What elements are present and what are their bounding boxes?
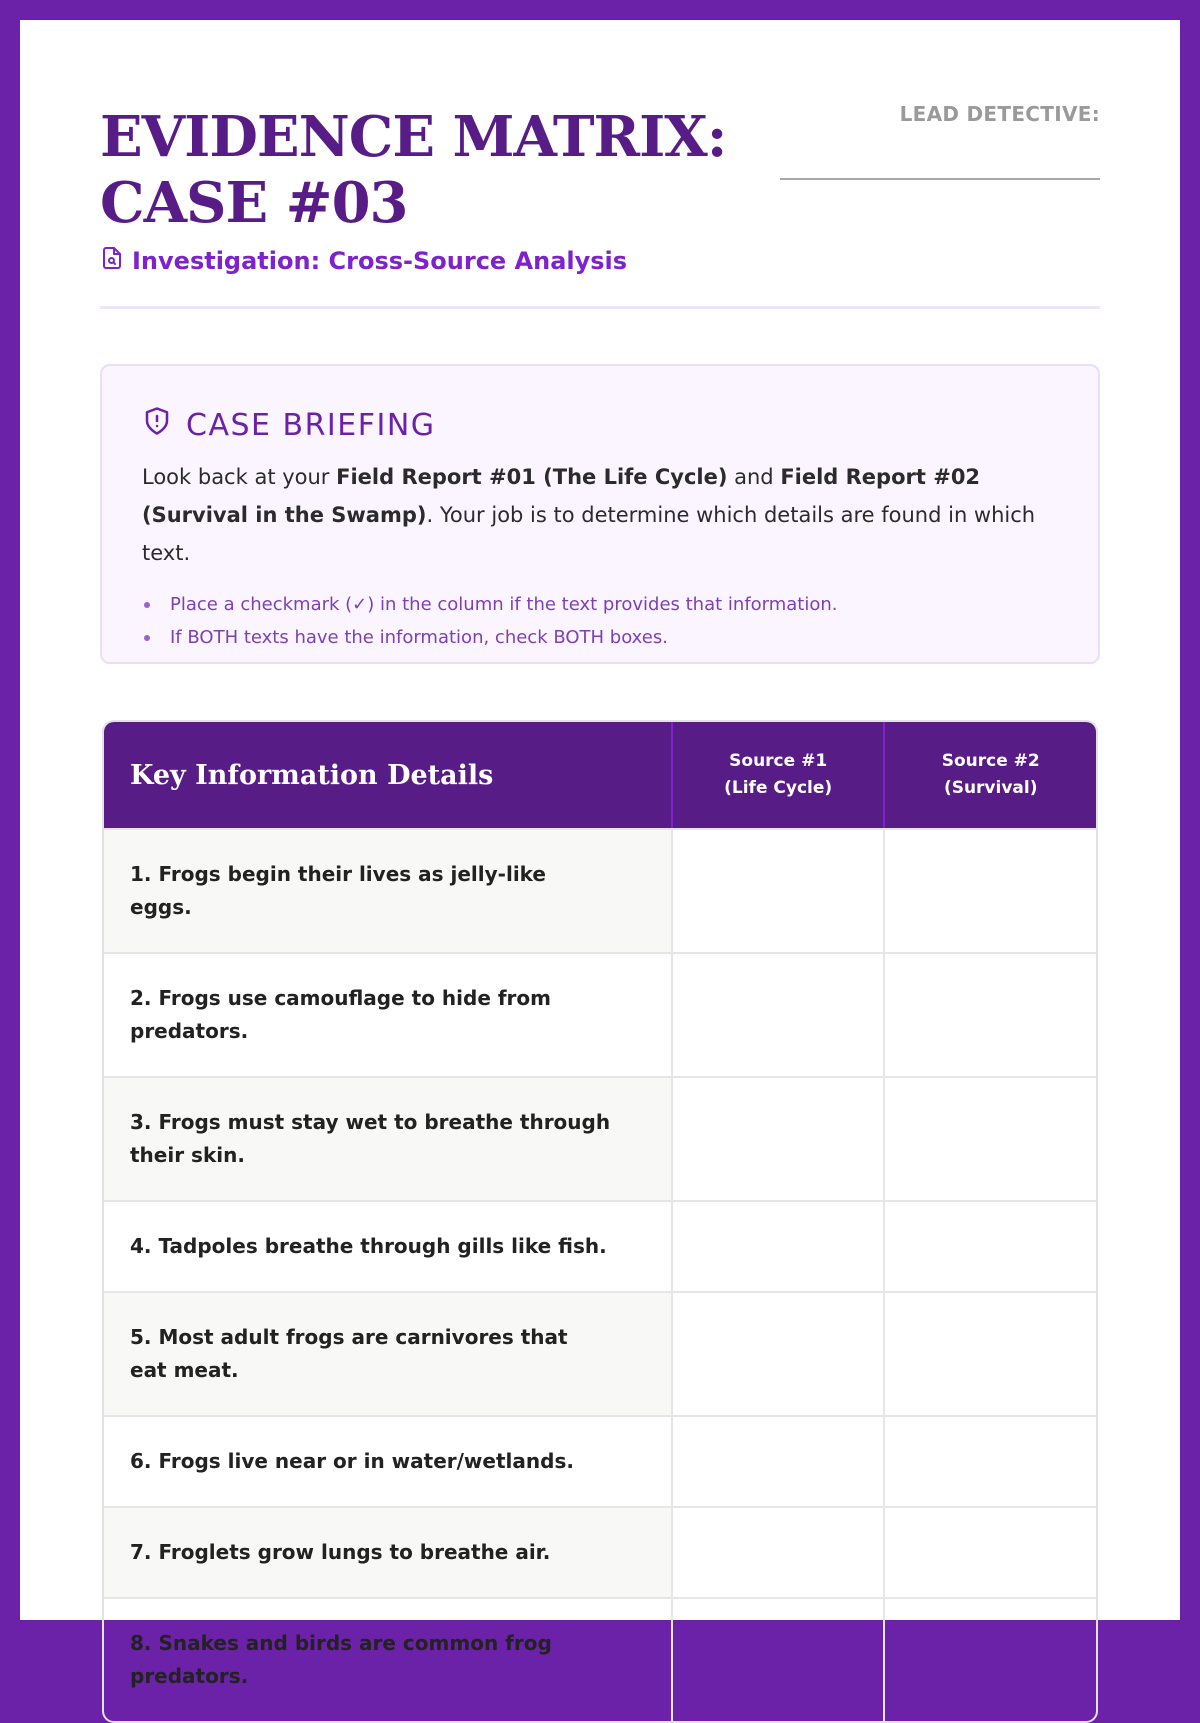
- source-1-checkbox-cell[interactable]: [671, 1078, 884, 1200]
- briefing-source-1: Field Report #01 (The Life Cycle): [336, 465, 728, 489]
- header-key-information: Key Information Details: [130, 759, 494, 791]
- source-1-checkbox-cell[interactable]: [671, 1508, 884, 1597]
- worksheet-content: [100, 20, 1100, 1688]
- table-header-row: [104, 722, 1096, 828]
- detail-cell: 2. Frogs use camouflage to hide from predators.: [130, 986, 551, 1043]
- page-subtitle: [100, 246, 627, 276]
- table-row: [104, 1200, 1096, 1291]
- header-source-2: [883, 722, 1096, 828]
- detail-cell: 3. Frogs must stay wet to breathe through their skin.: [104, 1078, 671, 1200]
- title-line-1: EVIDENCE MATRIX:: [100, 104, 727, 170]
- header-source-2-line-2: (Survival): [943, 778, 1038, 798]
- table-row: [104, 1291, 1096, 1415]
- header-divider: [100, 306, 1100, 309]
- page-title: [100, 104, 726, 236]
- table-row: [104, 952, 1096, 1076]
- source-2-checkbox-cell[interactable]: [883, 1078, 1096, 1200]
- lead-detective-label: LEAD DETECTIVE:: [899, 102, 1100, 126]
- source-1-checkbox-cell[interactable]: [671, 1599, 884, 1721]
- detail-cell: 1. Frogs begin their lives as jelly-like eggs.: [104, 830, 671, 952]
- worksheet-header: [100, 20, 1100, 330]
- table-row: [104, 1076, 1096, 1200]
- briefing-text: [142, 458, 1058, 572]
- source-2-checkbox-cell[interactable]: [883, 1417, 1096, 1506]
- header-source-1-line-1: Source #1: [729, 751, 828, 771]
- source-1-checkbox-cell[interactable]: [671, 1293, 884, 1415]
- title-line-2: CASE #03: [100, 170, 408, 236]
- briefing-heading-text: CASE BRIEFING: [186, 407, 436, 443]
- source-1-checkbox-cell[interactable]: [671, 1202, 884, 1291]
- briefing-text-part: and: [727, 465, 781, 489]
- source-1-checkbox-cell[interactable]: [671, 954, 884, 1076]
- instruction-item: Place a checkmark (✓) in the column if the text provides that information.: [142, 588, 1058, 621]
- briefing-text-part: . Your job is to determine which details are found in which text.: [142, 503, 1036, 565]
- worksheet-page: [20, 20, 1180, 1688]
- header-source-2-line-1: Source #2: [941, 751, 1040, 771]
- source-1-checkbox-cell[interactable]: [671, 830, 884, 952]
- detail-cell: 4. Tadpoles breathe through gills like fish.: [130, 1234, 607, 1258]
- source-2-checkbox-cell[interactable]: [883, 1508, 1096, 1597]
- table-row: [104, 1597, 1096, 1721]
- evidence-matrix-table: [102, 720, 1098, 1723]
- briefing-instructions: [142, 588, 1058, 654]
- source-1-checkbox-cell[interactable]: [671, 1417, 884, 1506]
- source-2-checkbox-cell[interactable]: [883, 1293, 1096, 1415]
- source-2-checkbox-cell[interactable]: [883, 1599, 1096, 1721]
- header-source-1: [671, 722, 884, 828]
- table-row: [104, 1415, 1096, 1506]
- file-search-icon: [100, 246, 124, 276]
- briefing-text-part: Look back at your: [142, 465, 337, 489]
- briefing-heading: [142, 406, 1058, 444]
- detail-cell: 5. Most adult frogs are carnivores that eat meat.: [104, 1293, 671, 1415]
- lead-detective-line[interactable]: [780, 178, 1100, 180]
- detail-cell: 8. Snakes and birds are common frog predators.: [130, 1631, 552, 1688]
- source-2-checkbox-cell[interactable]: [883, 830, 1096, 952]
- detail-cell: 6. Frogs live near or in water/wetlands.: [130, 1449, 574, 1473]
- instruction-item: If BOTH texts have the information, check BOTH boxes.: [142, 621, 1058, 654]
- case-briefing: [100, 364, 1100, 664]
- source-2-checkbox-cell[interactable]: [883, 1202, 1096, 1291]
- table-row: [104, 828, 1096, 952]
- source-2-checkbox-cell[interactable]: [883, 954, 1096, 1076]
- subtitle-text: Investigation: Cross-Source Analysis: [132, 247, 628, 275]
- header-source-1-line-2: (Life Cycle): [724, 778, 833, 798]
- table-row: [104, 1506, 1096, 1597]
- briefing-source-2: Field Report #02 (Survival in the Swamp): [142, 465, 981, 527]
- detail-cell: 7. Froglets grow lungs to breathe air.: [104, 1508, 671, 1597]
- shield-alert-icon: [142, 406, 172, 444]
